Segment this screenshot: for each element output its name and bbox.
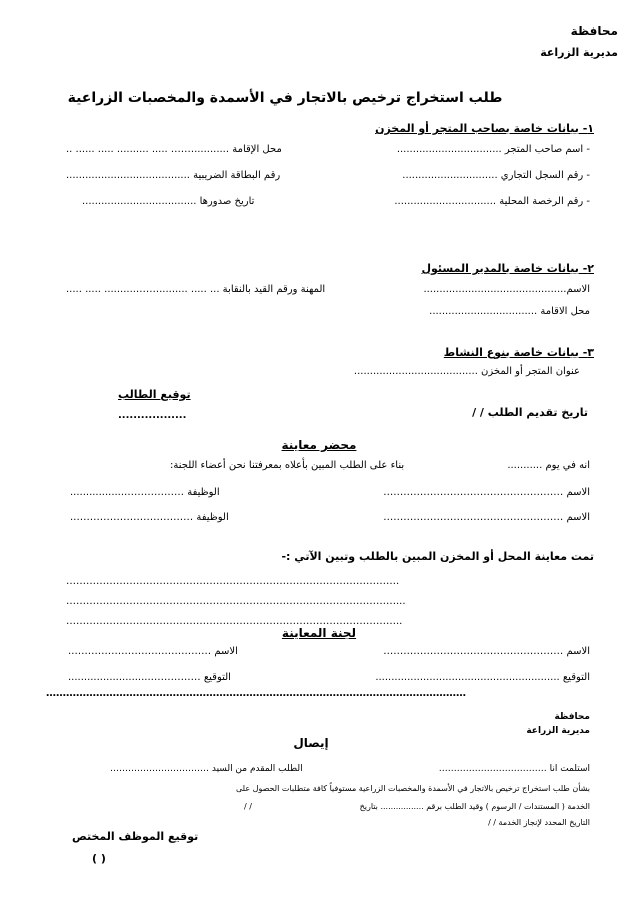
committee-sign-left-field[interactable]: التوقيع ……………..........................	[68, 672, 231, 683]
receipt-heading: إيصال	[293, 736, 329, 750]
member1-name-field[interactable]: الاسم ………………………………………………	[383, 487, 590, 498]
section3-heading: ٣- بيانات خاصة بنوع النشاط	[443, 346, 594, 359]
service-completion-date-field[interactable]: التاريخ المحدد لإنجاز الخدمة / /	[488, 818, 590, 827]
section2-heading: ٢- بيانات خاصة بالمدير المسئول	[421, 262, 594, 275]
applicant-signature-label: توقيع الطالب	[118, 388, 191, 401]
inspection-day-field[interactable]: انه في يوم ...........	[507, 460, 590, 471]
manager-residence-field[interactable]: محل الاقامة ..................................	[429, 306, 590, 317]
governorate-label: محافظة	[570, 24, 618, 38]
member2-name-field[interactable]: الاسم ………………………………………………	[383, 512, 590, 523]
store-owner-name-field[interactable]: - اسم صاحب المتجر .................................	[396, 144, 590, 155]
receipt-governorate-label: محافظة	[554, 712, 590, 722]
commercial-register-field[interactable]: - رقم السجل التجاري ..............................	[402, 170, 590, 181]
document-title: طلب استخراج ترخيص بالاتجار في الأسمدة والمخصبات الزراعية	[67, 90, 503, 106]
member1-job-field[interactable]: الوظيفة ……………….................	[70, 487, 220, 498]
receipt-subject-text: بشأن طلب استخراج ترخيص بالاتجار في الأسمدة والمخصبات الزراعية مستوفياً كافة متطلبات الحصول على	[236, 784, 590, 793]
local-license-field[interactable]: - رقم الرخصة المحلية ................................	[394, 196, 590, 207]
cut-line-separator: ………………………………………………………………………………………………………………	[46, 688, 466, 699]
committee-name-right-field[interactable]: الاسم ………………………………………………	[383, 646, 590, 657]
committee-name-left-field[interactable]: الاسم …………………………………….	[68, 646, 238, 657]
owner-residence-field[interactable]: محل الإقامة ...........……. ..... .......... ..... ...... ..	[66, 144, 282, 155]
result-line-3[interactable]: ………………………………………………………………………………………..	[66, 616, 403, 627]
result-line-1[interactable]: ……………………………………………………………………………………….	[66, 576, 400, 587]
applicant-signature-field[interactable]: ..................	[118, 410, 187, 421]
receipt-recipient-field[interactable]: استلمت انا ………………………………	[438, 764, 590, 774]
receipt-directorate-label: مديرية الزراعة	[526, 726, 590, 736]
directorate-label: مديرية الزراعة	[540, 46, 618, 59]
committee-heading: لجنة المعاينة	[281, 626, 357, 640]
store-address-field[interactable]: عنوان المتجر أو المخزن .......................................	[353, 366, 580, 377]
official-signature-label: توقيع الموظف المختص	[72, 830, 199, 843]
inspection-result-heading: تمت معاينة المحل أو المخزن المبين بالطلب وتبين الآتي :-	[281, 550, 594, 563]
tax-card-field[interactable]: رقم البطاقة الضريبية .......................................	[66, 170, 281, 181]
official-signature-field[interactable]: ( )	[92, 852, 106, 865]
inspection-intro-text: بناء على الطلب المبين بأعلاه بمعرفتنا نحن أعضاء اللجنة:	[170, 460, 405, 471]
result-line-2[interactable]: ………………………………………………………………………………………...	[66, 596, 406, 607]
receipt-date-field[interactable]: / /	[244, 802, 252, 811]
receipt-applicant-field[interactable]: الطلب المقدم من السيد ……………………………	[110, 764, 303, 774]
receipt-request-number-field[interactable]: الخدمة ( المستندات / الرسوم ) وقيد الطلب برقم ................. بتاريخ	[359, 802, 590, 811]
license-issue-date-field[interactable]: تاريخ صدورها ....................................	[82, 196, 255, 207]
manager-profession-field[interactable]: المهنة ورقم القيد بالنقابة ... ..... ..........…….......... ..... .....	[66, 284, 326, 295]
submission-date-field[interactable]: تاريخ تقديم الطلب / /	[472, 406, 588, 419]
manager-name-field[interactable]: الاسم.............................................	[423, 284, 590, 295]
committee-sign-right-field[interactable]: التوقيع ..........................................................	[375, 672, 590, 683]
inspection-heading: محضر معاينة	[281, 438, 357, 452]
member2-job-field[interactable]: الوظيفة ……………………………….	[70, 512, 229, 523]
section1-heading: ١- بيانات خاصة بصاحب المتجر أو المخزن	[375, 122, 594, 135]
